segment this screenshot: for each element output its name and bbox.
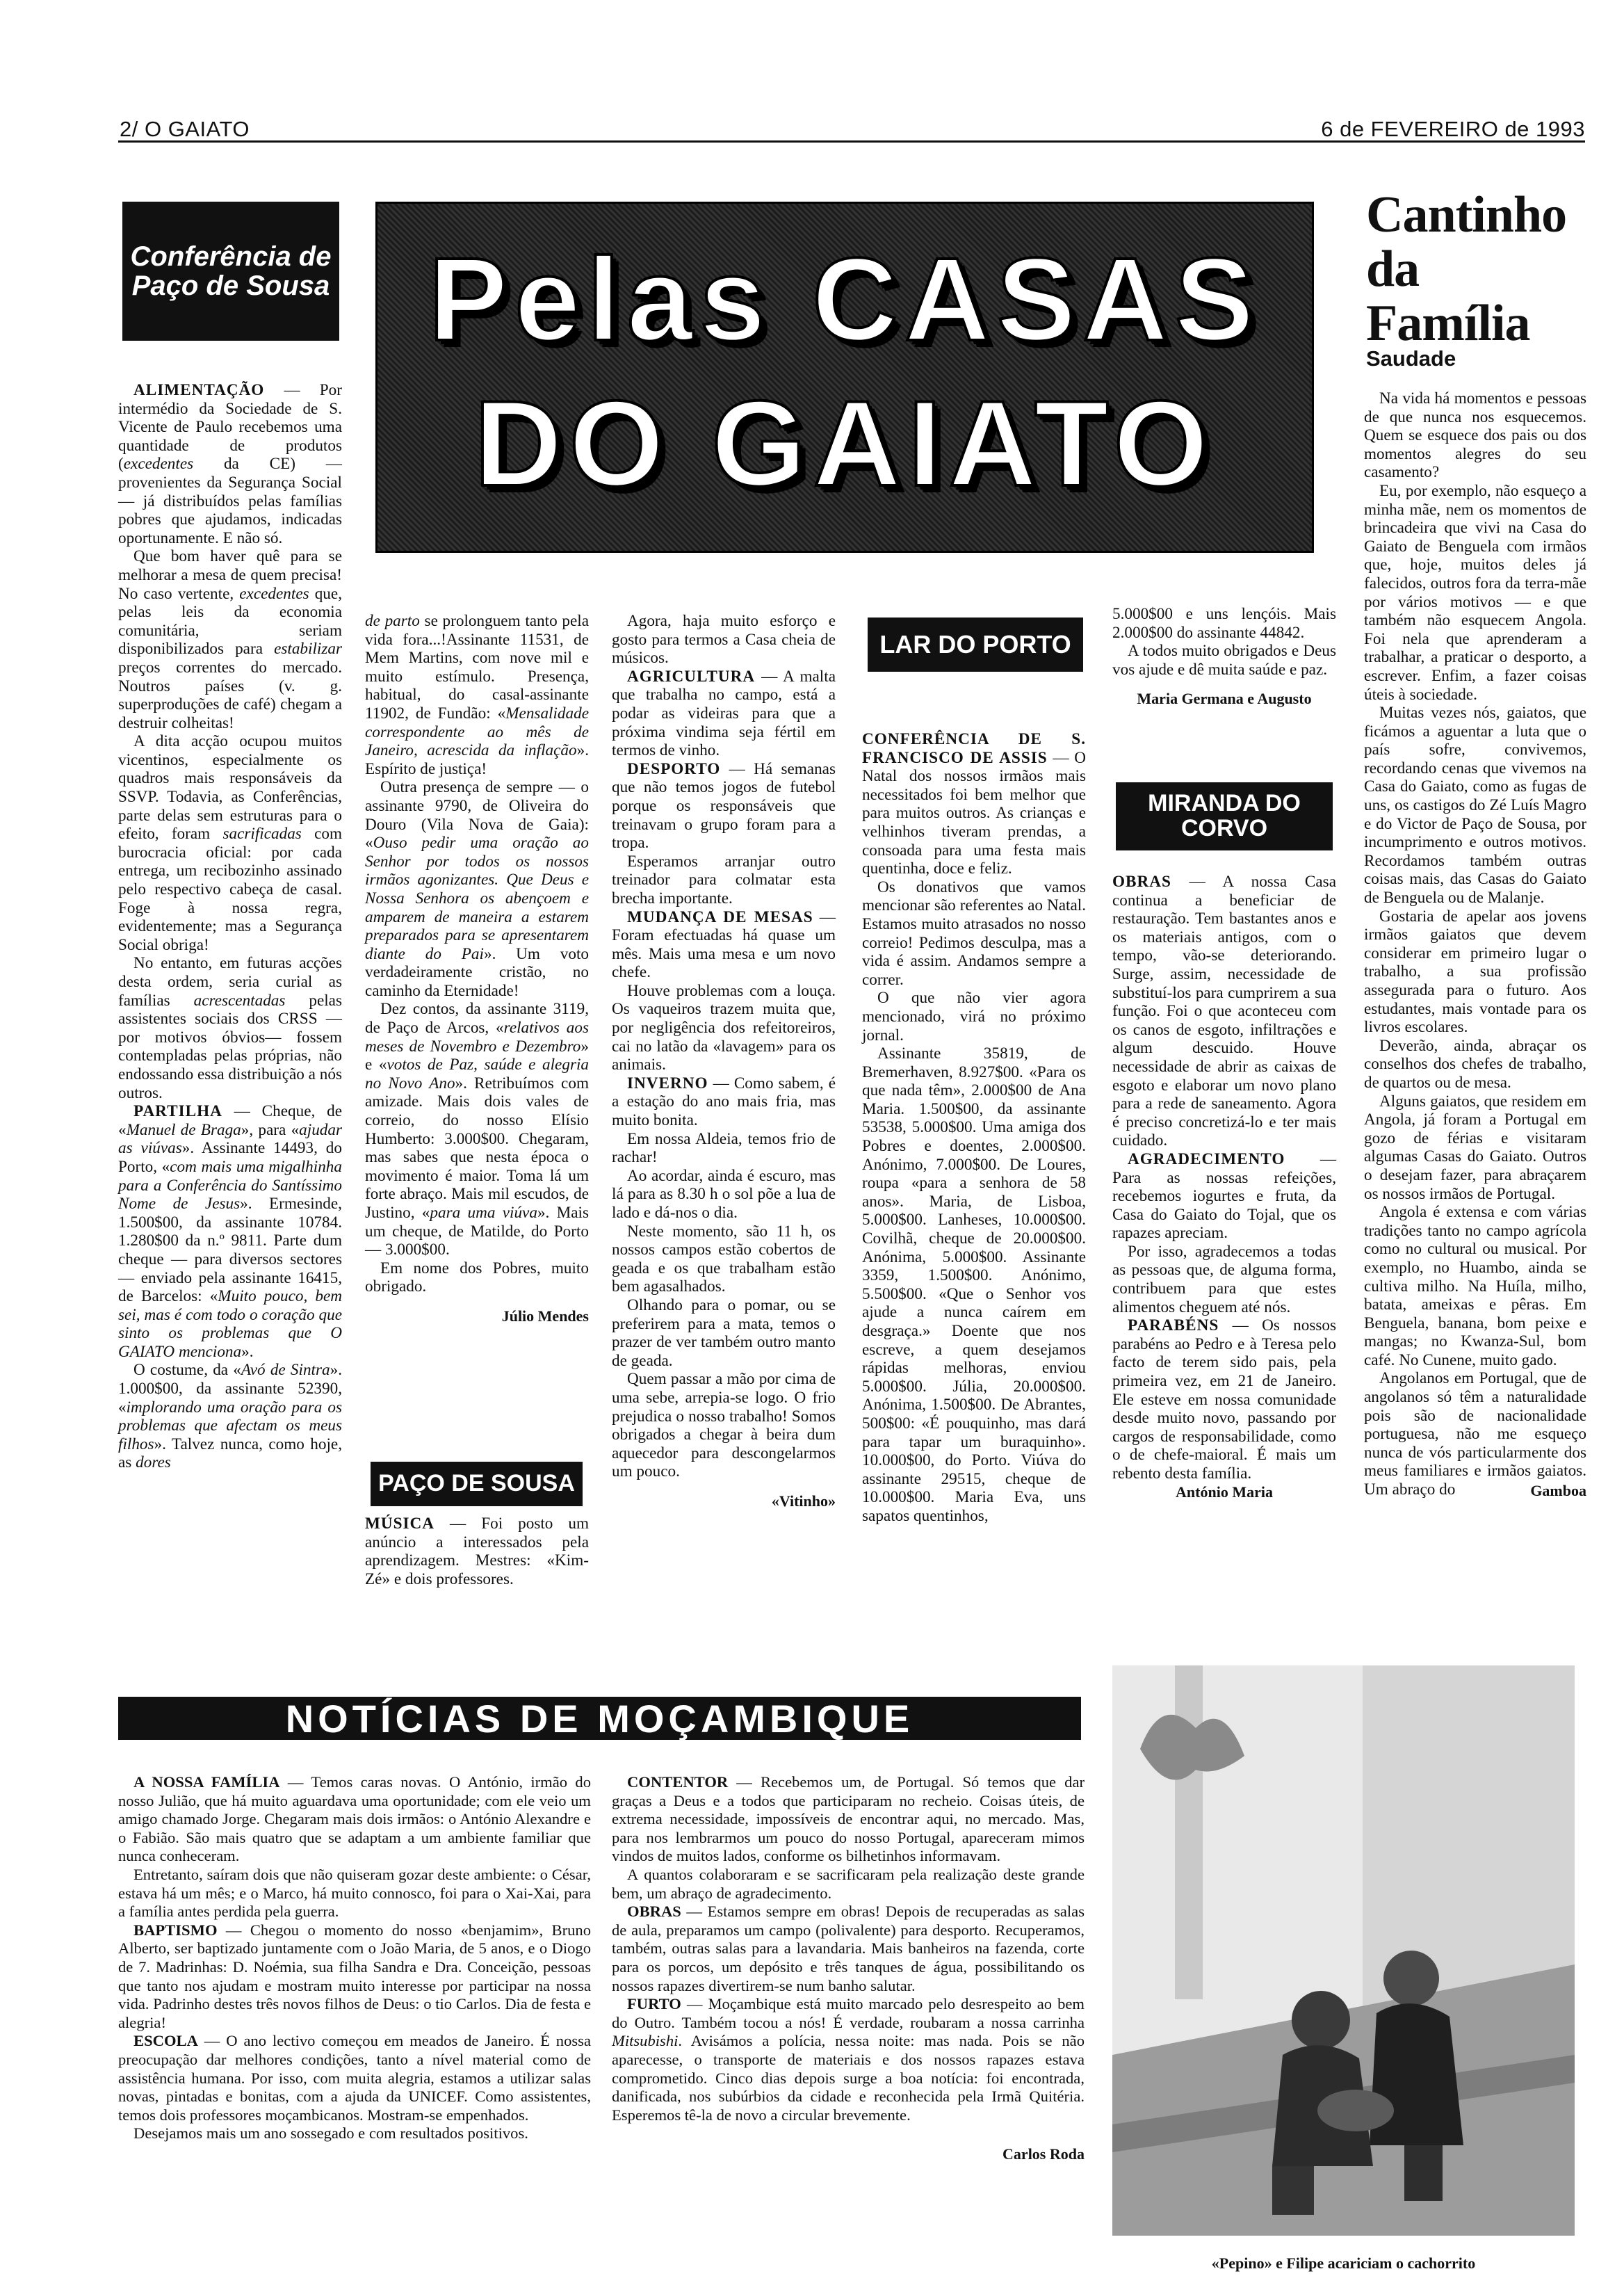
- paragraph: Eu, por exemplo, não esqueço a minha mãe, nem os momentos de brincadeira que vivi na Casa do Gaiato de Benguela com irmãos que, hoje, muitos deles já falecidos, outros fora da terra-mãe por vários motivos — e que também não esquecem Angola. Foi nela que aprenderam a trabalhar, a praticar o desporto, a escrever. Enfim, a fazer coisas úteis à sociedade.: [1364, 481, 1586, 704]
- paragraph: 5.000$00 e uns lençóis. Mais 2.000$00 do assinante 44842.: [1112, 605, 1336, 642]
- signature-antonio-maria: António Maria: [1176, 1483, 1273, 1501]
- signature-maria-germana: Maria Germana e Augusto: [1137, 690, 1312, 708]
- musica-paragraph: MÚSICA — Foi posto um anúncio a interessados pela aprendizagem. Mestres: «Kim-Zé» e dois professores.: [365, 1515, 589, 1588]
- signature-gamboa: Gamboa: [1530, 1481, 1586, 1499]
- paragraph: DESPORTO — Há semanas que não temos jogos de futebol porque os responsáveis que treinavam o grupo foram para a tropa.: [612, 759, 836, 853]
- paragraph: Entretanto, saíram dois que não quiseram gozar deste ambiente: o César, estava há um mês; e o Marco, há muito connosco, foi para o Xai-Xai, para a família antes perdida pela guerra.: [118, 1865, 591, 1921]
- paragraph: Em nome dos Pobres, muito obrigado.: [365, 1259, 589, 1296]
- column-cantinho: [1364, 389, 1586, 1500]
- paragraph: A NOSSA FAMÍLIA — Temos caras novas. O António, irmão do nosso Julião, que há muito aguardava uma oportunidade; com ele veio um amigo chamado Jorge. Chegaram mais dois irmãos: o António Alexandre e o Fabião. São mais quatro que se adaptam a um ambiente familiar que nunca conheceram.: [118, 1773, 591, 1865]
- mocambique-right-column: [612, 1773, 1085, 2164]
- paragraph: O que não vier agora mencionado, virá no próximo jornal.: [862, 989, 1086, 1044]
- column-conferencia: [118, 381, 342, 1472]
- mocambique-title: NOTÍCIAS DE MOÇAMBIQUE: [118, 1697, 1081, 1740]
- paragraph: A dita acção ocupou muitos vicentinos, especialmente os quadros mais responsáveis da SSVP. Todavia, as Conferências, parte delas sem estruturas para o efeito, foram sacrificadas com burocracia oficial: por cada entrega, um recibozinho assinado pelo respectivo cabeça de casal. Foge à nossa regra, evidentemente; mas a Segurança Social obriga!: [118, 732, 343, 954]
- paragraph: CONTENTOR — Recebemos um, de Portugal. Só temos que dar graças a Deus e a todos que participaram no recheio. Coisas úteis, de extrema necessidade, impossíveis de encontrar aqui, no mercado. Mas, para nos lembrarmos um pouco do nosso Portugal, apareceram mimos vindos de muitos lados, conforme os bilhetinhos informavam.: [612, 1773, 1085, 1865]
- paragraph: Angolanos em Portugal, que de angolanos só têm a naturalidade pois são de nacionalidade portuguesa, não me esqueço nunca de vós particularmente dos meus familiares e irmãos gaiatos. Um abraço do: [1364, 1369, 1586, 1499]
- photo-children-with-puppy: [1112, 1665, 1575, 2236]
- paragraph: ESCOLA — O ano lectivo começou em meados de Janeiro. É nossa preocupação dar melhores condições, tanto a nível material como de assistência humana. Por isso, com muita alegria, estamos a utilizar salas novas, pintadas e bonitas, com a ajuda da UNICEF. Como assistentes, temos dois professores moçambicanos. Mostram-se empenhados.: [118, 2032, 591, 2124]
- signature-vitinho: «Vitinho»: [771, 1492, 836, 1510]
- signature-julio: Júlio Mendes: [501, 1307, 589, 1325]
- paragraph: Angola é extensa e com várias tradições tanto no campo agrícola como no cultural ou musical. Por exemplo, no Huambo, ainda se cultiva milho. Na Huíla, milho, batata, ameixas e pêras. Em Benguela, banana, bom peixe e mangas; no Kwanza-Sul, bom café. No Cunene, muito gado.: [1364, 1203, 1586, 1369]
- column-paco-news: [612, 612, 836, 1511]
- photo-illustration: [1112, 1665, 1575, 2236]
- page-number: 2/ O GAIATO: [120, 117, 250, 141]
- mocambique-left-column: [118, 1773, 591, 2143]
- issue-date: 6 de FEVEREIRO de 1993: [1321, 117, 1585, 141]
- paragraph: MUDANÇA DE MESAS — Foram efectuadas há quase um mês. Mais uma mesa e um novo chefe.: [612, 907, 836, 982]
- paragraph: BAPTISMO — Chegou o momento do nosso «benjamim», Bruno Alberto, ser baptizado juntamente com o João Maria, de 5 anos, e o Diogo de 7. Madrinhas: D. Noémia, sua filha Sandra e Dra. Conceição, pessoas que tanto nos ajudam e mostram muito interesse por participar na nossa vida. Padrinho destes três novos filhos de Deus: o tio Carlos. Dia de festa e alegria!: [118, 1921, 591, 2031]
- paragraph: OBRAS — A nossa Casa continua a beneficiar de restauração. Tem bastantes anos e os materiais antigos, com o tempo, vão-se deteriorando. Surge, assim, necessidade de substituí-los para cumprirem a sua função. Foi o que aconteceu com os canos de esgoto, infiltrações e algum descuido. Houve necessidade de abrir as caixas de esgoto e elaborar um novo plano para a rede de saneamento. Agora é preciso concretizá-lo e ter mais cuidado.: [1112, 873, 1336, 1150]
- paragraph: PARTILHA — Cheque, de «Manuel de Braga», para «ajudar as viúvas». Assinante 14493, do Porto, «com mais uma migalhinha para a Conferência do Santíssimo Nome de Jesus». Ermesinde, 1.500$00, da assinante 10784. 1.280$00 da n.º 9811. Parte dum cheque — para diversos sectores — enviado pela assinante 16415, de Barcelos: «Muito pouco, bem sei, mas é com todo o coração que sinto os problemas que O GAIATO menciona».: [118, 1102, 343, 1361]
- paragraph: Assinante 35819, de Bremerhaven, 8.927$00. «Para os que nada têm», 2.000$00 de Ana Maria. 1.500$00, da assinante 53538, 5.000$00. Uma amiga dos Pobres e doentes, 2.000$00. Anónimo, 7.000$00. De Loures, roupa «para a senhora de 58 anos». Maria, de Lisboa, 5.000$00. Lanheses, 10.000$00. Covilhã, cheque de 20.000$00. Anónima, 5.000$00. Assinante 3359, 1.500$00. Anónimo, 5.500$00. «Que o Senhor vos ajude a nunca caírem em desgraça.» Doente que nos escreve, a quem desejamos rápidas melhoras, enviou 5.000$00. Júlia, 20.000$00. Anónima, 1.500$00. De Abrantes, 500$00: «É pouquinho, mas dará para tapar um buraquinho». 10.000$00, do Porto. Viúva do assinante 29515, cheque de 10.000$00. Maria Eva, uns sapatos quentinhos,: [862, 1044, 1086, 1525]
- paragraph: Quem passar a mão por cima de uma sebe, arrepia-se logo. O frio prejudica o nosso trabalho! Somos obrigados a chegar à beira dum aquecedor para descongelarmos um pouco.: [612, 1370, 836, 1481]
- saudade-subtitle: Saudade: [1366, 346, 1456, 371]
- banner-pelas-casas: [375, 202, 1314, 553]
- paragraph: Alguns gaiatos, que residem em Angola, já foram a Portugal em gozo de férias e visitaram algumas Casas do Gaiato. Outros o desejam fazer, para abraçarem os nossos irmãos de Portugal.: [1364, 1092, 1586, 1203]
- paragraph: Esperamos arranjar outro treinador para colmatar esta brecha importante.: [612, 852, 836, 907]
- column-lar-do-porto: [862, 730, 1086, 1526]
- paco-de-sousa-box: PAÇO DE SOUSA: [371, 1462, 583, 1506]
- paragraph: Que bom haver quê para se melhorar a mesa de quem precisa! No caso vertente, excedentes que, pelas leis da economia comunitária, seriam disponibilizados para estabilizar preços correntes do mercado. Noutros países (v. g. superproduções de café) chegam a destruir colheitas!: [118, 547, 342, 732]
- paragraph: No entanto, em futuras acções desta ordem, seria curial as famílias acrescentadas pelas assistentes sociais dos CRSS — por motivos óbvios— fossem contempladas pelas próprias, não endossando essa distribuição a nós outros.: [118, 954, 342, 1102]
- paragraph: Os donativos que vamos mencionar são referentes ao Natal. Estamos muito atrasados no nosso correio! Pedimos desculpa, mas a vida é assim. Andamos sempre a correr.: [862, 878, 1086, 989]
- paragraph: CONFERÊNCIA DE S. FRANCISCO DE ASSIS — O Natal dos nossos irmãos mais necessitados foi bem melhor que para muitos outros. As crianças e velhinhos tiveram prendas, a consoada para uma festa mais quentinha, doce e feliz.: [862, 730, 1087, 878]
- paragraph: ALIMENTAÇÃO — Por intermédio da Sociedade de S. Vicente de Paulo recebemos uma quantidade de produtos (excedentes da CE) — provenientes da Segurança Social — já distribuídos pelas famílias pobres que ajudamos, indicadas oportunamente. E não só.: [118, 381, 342, 547]
- paragraph: Na vida há momentos e pessoas de que nunca nos esquecemos. Quem se esquece dos pais ou dos momentos alegres do seu casamento?: [1364, 389, 1586, 482]
- cantinho-title: Cantinho da Família: [1366, 186, 1567, 352]
- column-conferencia-continued: [365, 612, 589, 1326]
- paragraph: OBRAS — Estamos sempre em obras! Depois de recuperadas as salas de aula, preparamos um campo (polivalente) para desporto. Recuperamos, também, outras salas para a lavandaria. Mais banheiros na fazenda, corte para os porcos, um depósito e três tanques de água, possibilitando os nossos rapazes divertirem-se num banho salutar.: [612, 1903, 1085, 1994]
- paragraph: AGRADECIMENTO — Para as nossas refeições, recebemos iogurtes e fruta, da Casa do Gaiato do Tojal, que os rapazes apreciam.: [1112, 1149, 1336, 1243]
- signature-carlos-roda: Carlos Roda: [1002, 2145, 1085, 2163]
- paragraph: Neste momento, são 11 h, os nossos campos estão cobertos de geada e os que trabalham estão bem agasalhados.: [612, 1222, 836, 1296]
- paragraph: Deverão, ainda, abraçar os conselhos dos chefes de trabalho, de quartos ou de mesa.: [1364, 1036, 1586, 1092]
- column-lar-do-porto-continued: [1112, 605, 1336, 709]
- paragraph: AGRICULTURA — A malta que trabalha no campo, está a podar as videiras para que a próxima vindima seja fértil em termos de vinho.: [612, 667, 836, 760]
- paragraph: Dez contos, da assinante 3119, de Paço de Arcos, «relativos aos meses de Novembro e Dezembro» e «votos de Paz, saúde e alegria no Novo Ano». Retribuímos com amizade. Mais dois vales de correio, do nosso Elísio Humberto: 3.000$00. Chegaram, mas sabes que nesta época o movimento é maior. Toma lá um forte abraço. Mais mil escudos, de Justino, «para uma viúva». Mais um cheque, de Matilde, do Porto — 3.000$00.: [365, 1000, 590, 1259]
- conferencia-box-title: Conferência de Paço de Sousa: [122, 202, 339, 341]
- lar-do-porto-box: LAR DO PORTO: [868, 618, 1083, 672]
- header-rule: [118, 140, 1585, 143]
- banner-line-2: DO GAIATO: [474, 376, 1215, 512]
- paragraph: Gostaria de apelar aos jovens irmãos gaiatos que devem considerar em primeiro lugar o trabalho, a sua profissão assegurada para o futuro. Aos estudantes, mais vontade para os livros escolares.: [1364, 907, 1586, 1037]
- paragraph: Houve problemas com a louça. Os vaqueiros trazem muita que, por negligência dos refeitoreiros, cai no latão da «lavagem» para os animais.: [612, 981, 836, 1074]
- paragraph: Desejamos mais um ano sossegado e com resultados positivos.: [133, 2124, 528, 2142]
- paragraph: FURTO — Moçambique está muito marcado pelo desrespeito ao bem do Outro. Também tocou a nós! É verdade, roubaram a nossa carrinha Mitsubishi. Avisámos a polícia, nessa noite: mas nada. Pois se não aparecesse, o transporte de materiais e dos nossos rapazes estava comprometido. Cinco dias depois surge a boa notícia: foi encontrada, danificada, nos subúrbios da cidade e reconhecida pela Irmã Quitéria. Esperemos tê-la de novo a circular brevemente.: [612, 1995, 1085, 2124]
- paragraph: Outra presença de sempre — o assinante 9790, de Oliveira do Douro (Vila Nova de Gaia): «Ouso pedir uma oração ao Senhor por todos os nossos irmãos agonizantes. Que Deus e Nossa Senhora os abençoem e amparem de maneira a estarem preparados para se apresentarem diante do Pai». Um voto verdadeiramente cristão, no caminho da Eternidade!: [365, 778, 589, 1000]
- paragraph: de parto se prolonguem tanto pela vida fora...!Assinante 11531, de Mem Martins, com nove mil e muito estímulo. Presença, habitual, do casal-assinante 11902, de Fundão: «Mensalidade correspondente ao mês de Janeiro, acrescida da inflação». Espírito de justiça!: [365, 612, 589, 778]
- paragraph: Em nossa Aldeia, temos frio de rachar!: [612, 1129, 836, 1167]
- miranda-do-corvo-box: MIRANDA DO CORVO: [1116, 782, 1333, 850]
- paragraph: Muitas vezes nós, gaiatos, que ficámos a aguentar a luta que o país sofre, convivemos, recordando cenas que vivemos na Casa do Gaiato, como as fugas de uns, os castigos do Zé Luís Magro e do Victor de Paço de Sousa, por incumprimento e outros motivos. Recordamos também outras coisas mais, das Casas do Gaiato de Benguela ou de Malanje.: [1364, 704, 1586, 907]
- photo-caption: «Pepino» e Filipe acariciam o cachorrito: [1211, 2254, 1476, 2272]
- paragraph: O costume, da «Avó de Sintra». 1.000$00, da assinante 52390, «implorando uma oração para os problemas que afectam os meus filhos». Talvez nunca, como hoje, as dores: [118, 1361, 342, 1472]
- paragraph: A quantos colaboraram e se sacrificaram pela realização deste grande bem, um abraço de agradecimento.: [612, 1865, 1085, 1902]
- paragraph: Agora, haja muito esforço e gosto para termos a Casa cheia de músicos.: [612, 612, 836, 668]
- paragraph: Ao acordar, ainda é escuro, mas lá para as 8.30 h o sol põe a lua de lado e dá-nos o dia.: [612, 1166, 836, 1222]
- paragraph: Olhando para o pomar, ou se preferirem para a mata, temos o prazer de ver também outro manto de geada.: [612, 1296, 836, 1370]
- paragraph: A todos muito obrigados e Deus vos ajude e dê muita saúde e paz.: [1112, 642, 1336, 679]
- banner-line-1: Pelas CASAS: [428, 234, 1261, 366]
- column-miranda: [1112, 873, 1336, 1501]
- paragraph: INVERNO — Como sabem, é a estação do ano mais fria, mas muito bonita.: [612, 1074, 836, 1130]
- paragraph: Por isso, agradecemos a todas as pessoas que, de alguma forma, contribuem para que estes alimentos cheguem até nós.: [1112, 1242, 1336, 1316]
- paragraph: PARABÉNS — Os nossos parabéns ao Pedro e à Teresa pelo facto de terem sido pais, pela primeira vez, em 21 de Janeiro. Ele esteve em nossa comunidade desde muito novo, passando por cargos de responsabilidade, como o de chefe-maioral. É mais um rebento desta família.: [1112, 1316, 1336, 1483]
